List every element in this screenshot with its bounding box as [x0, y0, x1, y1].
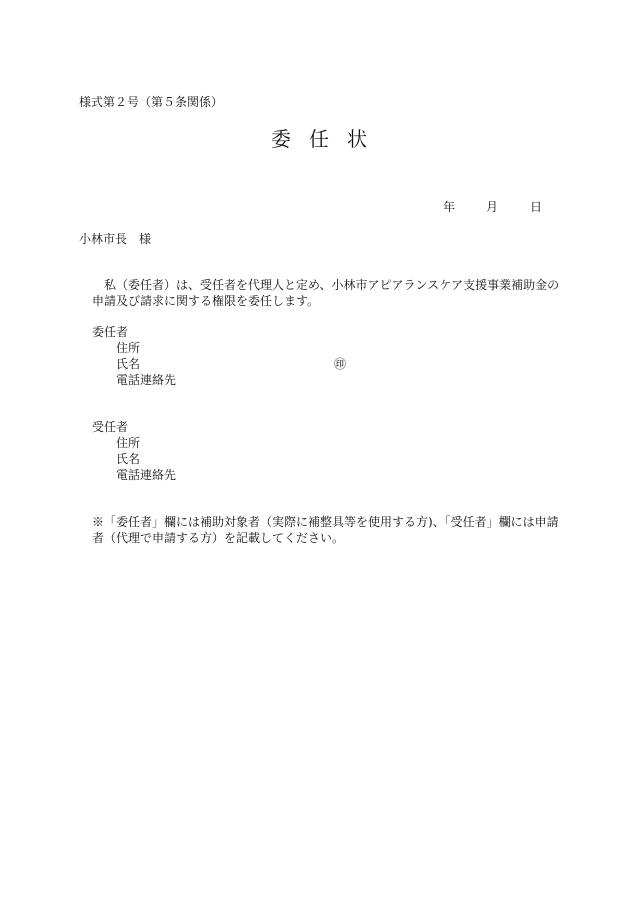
delegator-heading: 委任者 — [92, 325, 129, 339]
date-day-label: 日 — [530, 200, 543, 214]
delegation-statement — [92, 277, 562, 309]
delegator-phone-label: 電話連絡先 — [116, 373, 177, 387]
delegate-address-label: 住所 — [116, 436, 141, 450]
delegate-phone-label: 電話連絡先 — [116, 468, 177, 482]
form-number: 様式第２号（第５条関係） — [79, 95, 224, 109]
delegation-statement-text: 私（委任者）は、受任者を代理人と定め、小林市アピアランスケア支援事業補助金の申請及び請求に関する権限を委任します。 — [92, 278, 560, 308]
addressee: 小林市長 様 — [79, 232, 152, 246]
delegator-address-label: 住所 — [116, 341, 141, 355]
delegator-name-label: 氏名 — [116, 357, 141, 371]
date-month-label: 月 — [486, 200, 499, 214]
delegate-name-label: 氏名 — [116, 452, 141, 466]
seal-mark: ㊞ — [334, 357, 347, 371]
document-title: 委任状 — [271, 127, 385, 151]
delegate-heading: 受任者 — [92, 420, 129, 434]
date-year-label: 年 — [443, 200, 456, 214]
instruction-note: ※「委任者」欄には補助対象者（実際に補整具等を使用する方)、「受任者」欄には申請者（代理で申請する方）を記載してください。 — [92, 515, 559, 545]
